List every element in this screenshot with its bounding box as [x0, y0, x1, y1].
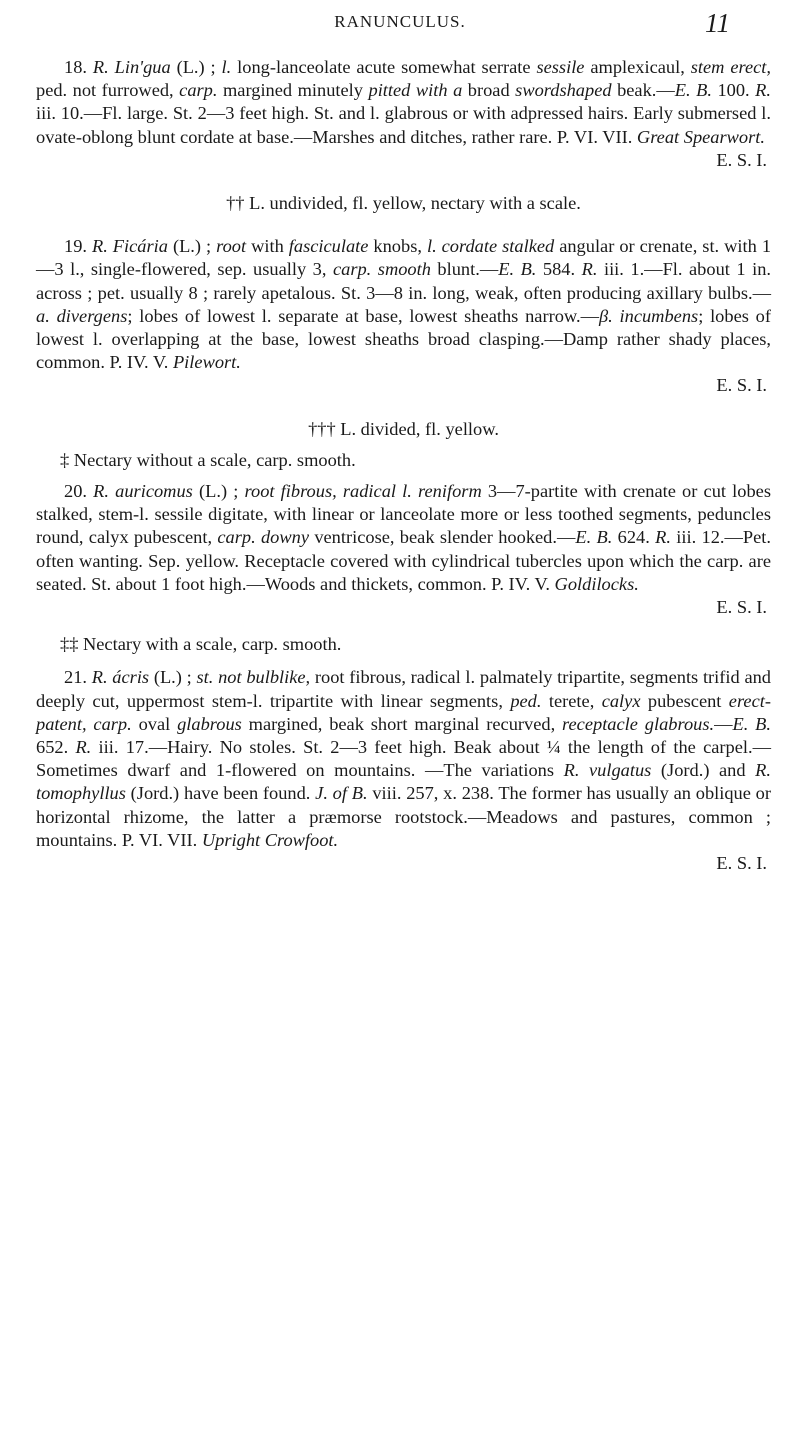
entry-20: 20. R. auricomus (L.) ; root fibrous, radical l. reniform 3—7-partite with crenate or cut lobes stalked, stem-l. sessile digitate, with linear or lanceolate more or less toothed segments, peduncles round, calyx pubescent, carp. downy ventricose, beak slender hooked.—E. B. 624. R. iii. 12.—Pet. often wanting. Sep. yellow. Receptacle covered with cylindrical tubercles upon which the carp. are seated. St. about 1 foot high.—Woods and thickets, common. P. IV. V. Goldilocks.: [36, 481, 772, 594]
entry-21: 21. R. ácris (L.) ; st. not bulblike, root fibrous, radical l. palmately tripartite, segments trifid and deeply cut, uppermost stem-l. tripartite with linear segments, ped. terete, calyx pubescent erect-patent, carp. oval glabrous margined, beak short marginal recurved, receptacle glabrous.—E. B. 652. R. iii. 17.—Hairy. No stoles. St. 2—3 feet high. Beak about ¼ the length of the carpel.—Sometimes dwarf and 1-flowered on mountains. —The variations R. vulgatus (Jord.) and R. tomophyllus (Jord.) have been found. J. of B. viii. 257, x. 238. The former has usually an oblique or horizontal rhizome, the latter a præmorse rootstock.—Meadows and pastures, common ; mountains. P. VI. VII. Upright Crowfoot.: [36, 667, 772, 850]
subsection-with-scale: ‡‡ Nectary with a scale, carp. smooth.: [60, 634, 342, 655]
page-number: 11: [705, 8, 730, 38]
running-title: RANUNCULUS.: [334, 12, 466, 31]
section-heading-divided: ††† L. divided, fl. yellow.: [308, 418, 499, 439]
entry-21-region: E. S. I.: [716, 853, 767, 874]
entry-19-region: E. S. I.: [716, 375, 767, 396]
entry-18: 18. R. Lin'gua (L.) ; l. long-lanceolate acute somewhat serrate sessile amplexicaul, stem erect, ped. not furrowed, carp. margined minutely pitted with a broad swordshaped beak.—E. B. 100. R. iii. 10.—Fl. large. St. 2—3 feet high. St. and l. glabrous or with adpressed hairs. Early submersed l. ovate-oblong blunt cordate at base.—Marshes and ditches, rather rare. P. VI. VII. Great Spearwort.: [36, 57, 772, 147]
entry-20-region: E. S. I.: [716, 597, 767, 618]
section-heading-undivided: †† L. undivided, fl. yellow, nectary with a scale.: [226, 193, 581, 214]
entry-19: 19. R. Ficária (L.) ; root with fasciculate knobs, l. cordate stalked angular or crenate, st. with 1—3 l., single-flowered, sep. usually 3, carp. smooth blunt.—E. B. 584. R. iii. 1.—Fl. about 1 in. across ; pet. usually 8 ; rarely apetalous. St. 3—8 in. long, weak, often producing axillary bulbs.—a. divergens; lobes of lowest l. separate at base, lowest sheaths narrow.—β. incumbens; lobes of lowest l. overlapping at the base, lowest sheaths broad clasping.—Damp rather shady places, common. P. IV. V. Pilewort.: [36, 236, 772, 373]
running-head: [70, 6, 730, 36]
subsection-no-scale: ‡ Nectary without a scale, carp. smooth.: [60, 449, 356, 470]
body-text: [36, 56, 771, 875]
entry-18-region: E. S. I.: [716, 149, 767, 170]
